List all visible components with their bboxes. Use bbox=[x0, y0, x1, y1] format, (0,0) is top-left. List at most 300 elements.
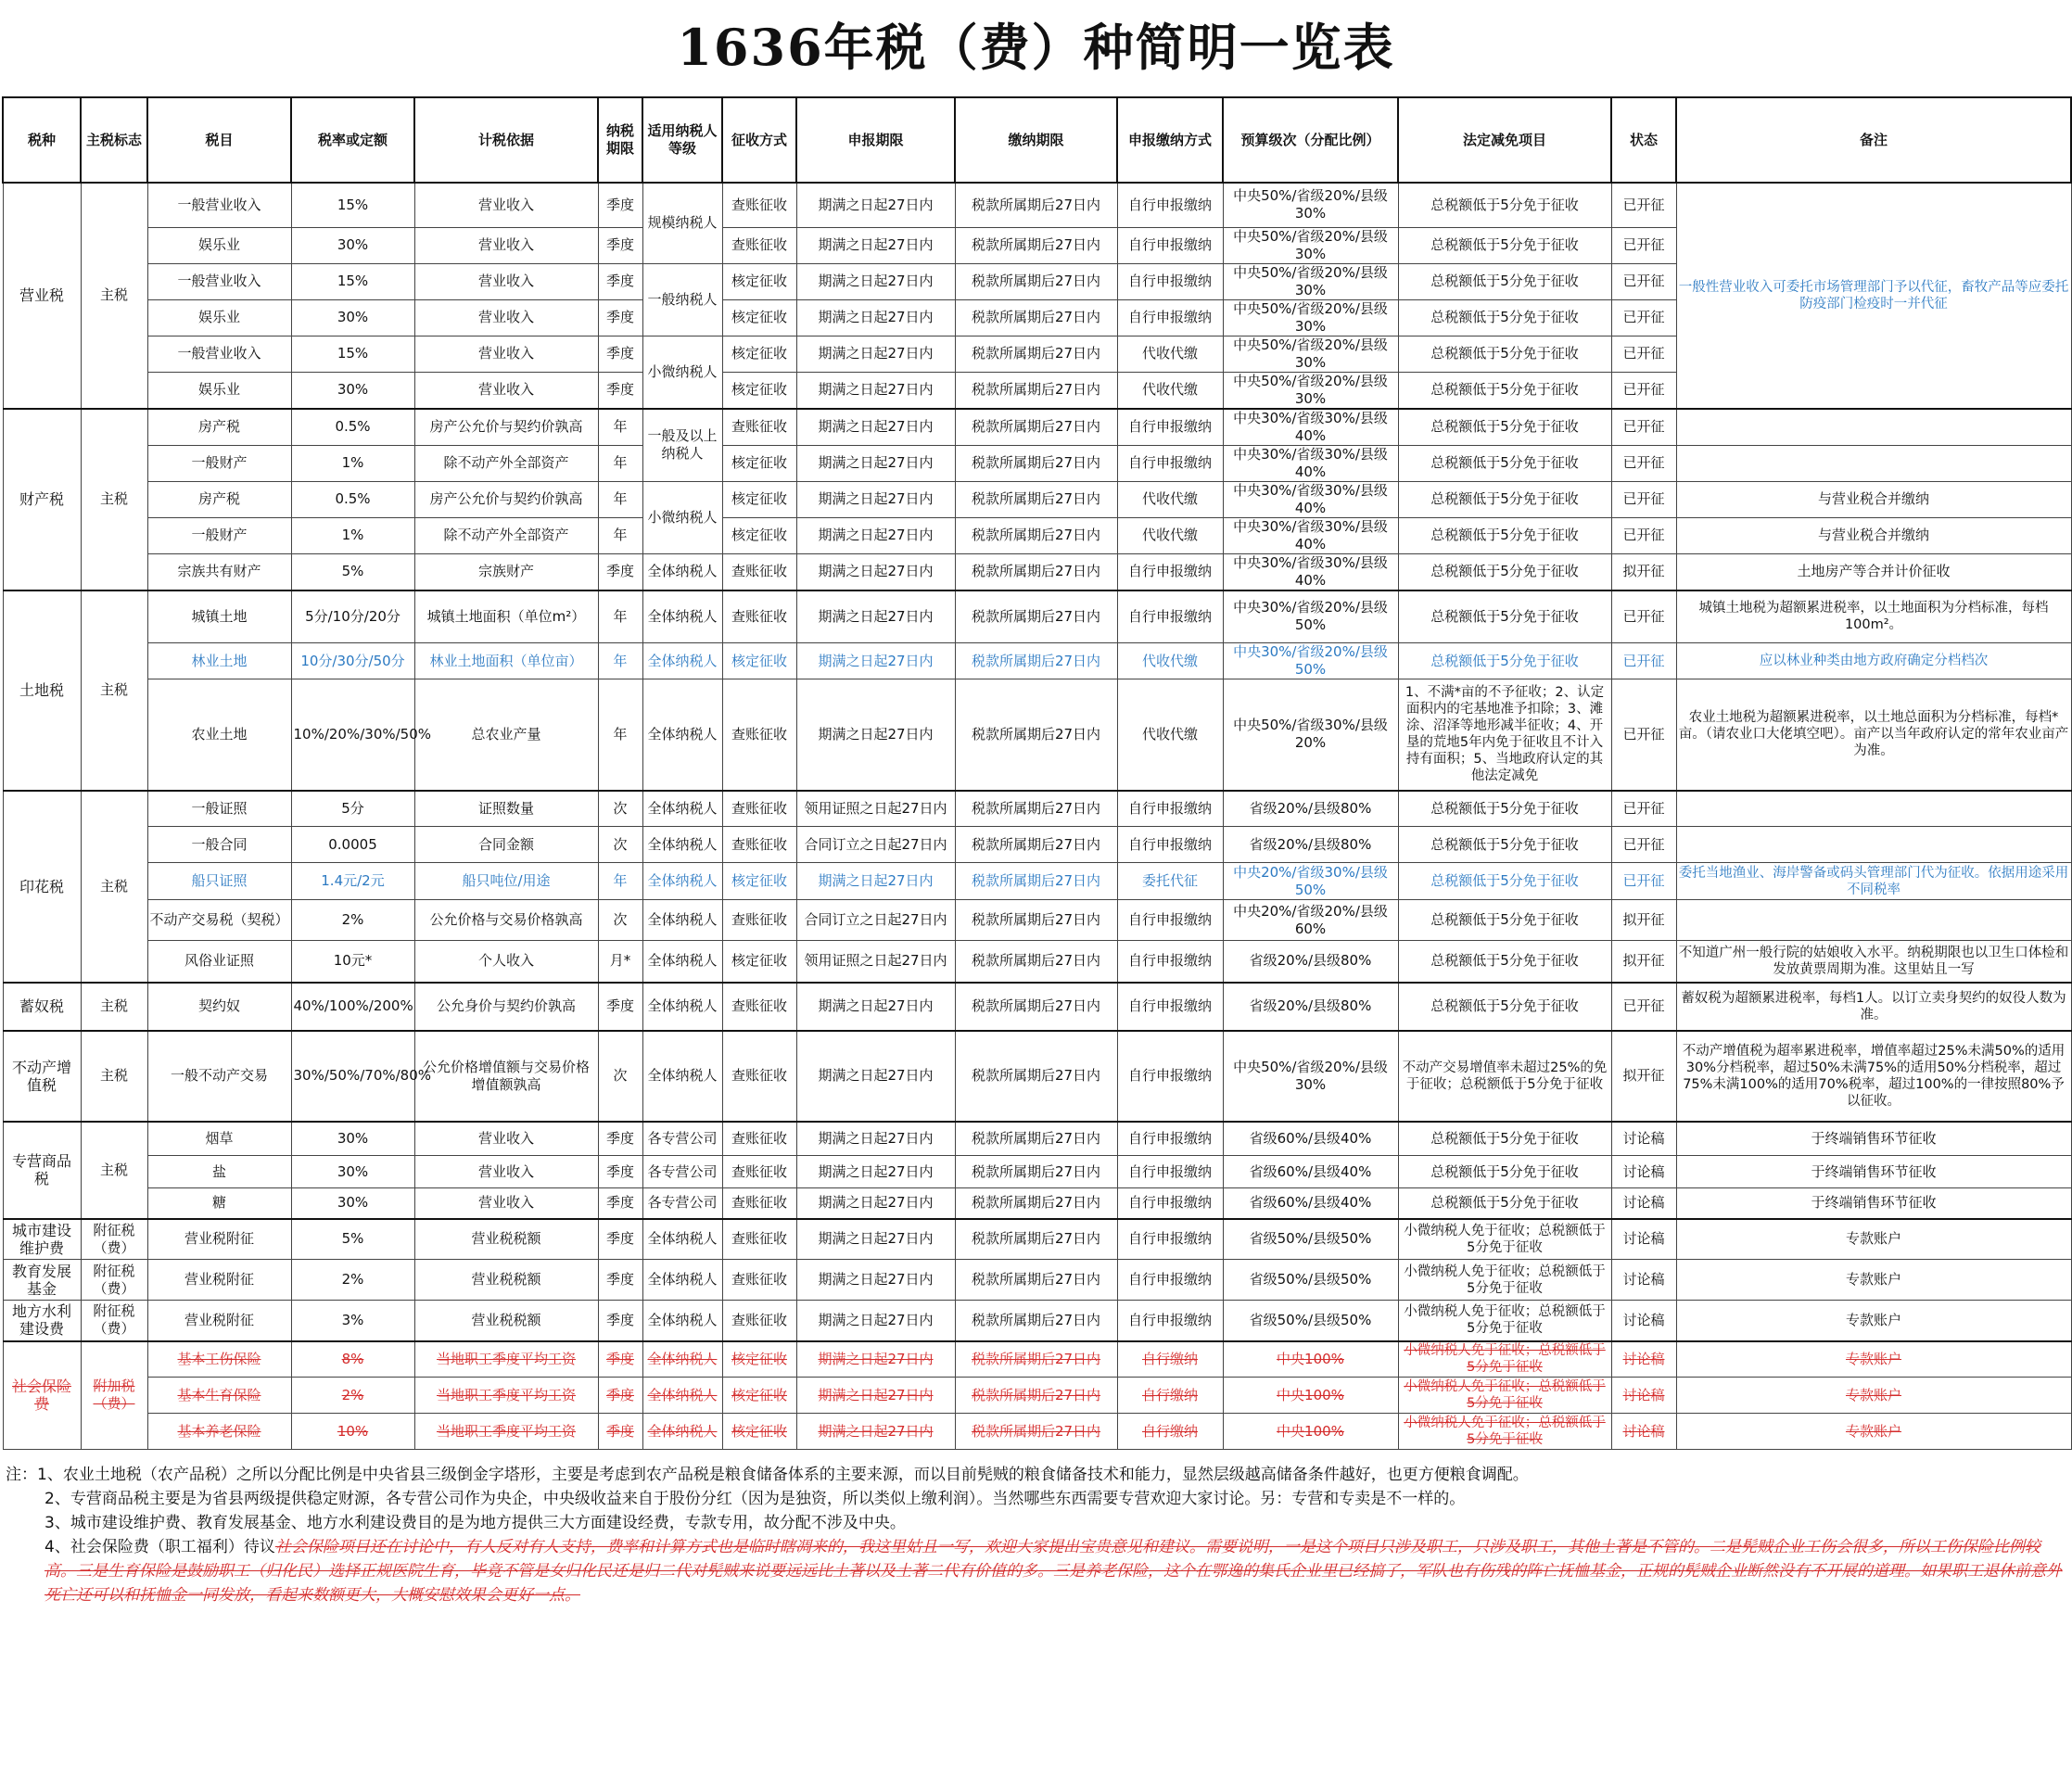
cell: 中央50%/省级20%/县级30% bbox=[1223, 372, 1398, 409]
cell: 中央30%/省级30%/县级40% bbox=[1223, 409, 1398, 446]
remark-cell: 农业土地税为超额累进税率，以土地总面积为分档标准，每档*亩。（请农业口大佬填空吧）。亩产以当年政府认定的常年农业亩产为准。 bbox=[1676, 679, 2071, 791]
cell: 已开征 bbox=[1611, 827, 1676, 863]
cell: 营业税税额 bbox=[414, 1301, 598, 1341]
cell: 省级20%/县级80% bbox=[1223, 941, 1398, 983]
cell: 讨论稿 bbox=[1611, 1341, 1676, 1378]
cell: 核定征收 bbox=[722, 863, 796, 900]
tax-category: 蓄奴税 bbox=[3, 983, 81, 1031]
tax-category: 专营商品税 bbox=[3, 1122, 81, 1219]
header-cell: 计税依据 bbox=[414, 97, 598, 183]
cell: 一般不动产交易 bbox=[147, 1031, 291, 1122]
cell: 总税额低于5分免于征收 bbox=[1398, 791, 1611, 827]
cell: 年 bbox=[598, 679, 642, 791]
header-cell: 适用纳税人等级 bbox=[642, 97, 722, 183]
cell: 讨论稿 bbox=[1611, 1122, 1676, 1156]
cell: 营业收入 bbox=[414, 227, 598, 263]
cell: 2% bbox=[291, 900, 414, 941]
cell: 10元* bbox=[291, 941, 414, 983]
header-cell: 主税标志 bbox=[81, 97, 147, 183]
cell: 期满之日起27日内 bbox=[796, 1122, 955, 1156]
exemption-cell: 1、不满*亩的不予征收；2、认定面积内的宅基地准予扣除；3、滩涂、沼泽等地形减半征收；4、开垦的荒地5年内免于征收且不计入持有面积；5、当地政府认定的其他法定减免 bbox=[1398, 679, 1611, 791]
cell: 全体纳税人 bbox=[642, 941, 722, 983]
cell: 15% bbox=[291, 263, 414, 299]
table-row bbox=[3, 445, 2071, 481]
cell: 中央30%/省级30%/县级40% bbox=[1223, 445, 1398, 481]
cell: 30% bbox=[291, 227, 414, 263]
cell: 合同订立之日起27日内 bbox=[796, 900, 955, 941]
exemption-cell: 小微纳税人免于征收；总税额低于5分免于征收 bbox=[1398, 1341, 1611, 1378]
cell: 自行申报缴纳 bbox=[1117, 263, 1223, 299]
cell: 0.5% bbox=[291, 481, 414, 517]
header-cell: 状态 bbox=[1611, 97, 1676, 183]
cell: 总税额低于5分免于征收 bbox=[1398, 643, 1611, 679]
table-row bbox=[3, 517, 2071, 553]
cell: 期满之日起27日内 bbox=[796, 1156, 955, 1188]
cell: 期满之日起27日内 bbox=[796, 445, 955, 481]
cell: 中央30%/省级30%/县级40% bbox=[1223, 517, 1398, 553]
cell: 合同金额 bbox=[414, 827, 598, 863]
cell: 糖 bbox=[147, 1188, 291, 1219]
cell: 税款所属期后27日内 bbox=[955, 409, 1117, 446]
cell: 总税额低于5分免于征收 bbox=[1398, 1188, 1611, 1219]
cell: 期满之日起27日内 bbox=[796, 1301, 955, 1341]
footnote-4-struck: 社会保险项目还在讨论中，有人反对有人支持，费率和计算方式也是临时瞎凋来的，我这里姑且一写，欢迎大家提出宝贵意见和建议。需要说明，一是这个项目只涉及职工，只涉及职工，其他土著是不管的。二是髡贼企业工伤会很多，所以工伤保险比例较高。三是生育保险是鼓励职工（归化民）选择正规医院生育，毕竟不管是女归化民还是归二代对髡贼来说要远远比土著以及土著二代有价值的多。三是养老保险，这个在鄂逸的集氏企业里已经搞了，军队也有伤残的阵亡抚恤基金，正规的髡贼企业断然没有不开展的道理。如果职工退休前意外死亡还可以和抚恤金一同发放，看起来数额更大，大概安慰效果会更好一点。 bbox=[44, 1538, 2062, 1605]
cell: 农业土地 bbox=[147, 679, 291, 791]
cell: 当地职工季度平均工资 bbox=[414, 1341, 598, 1378]
cell: 期满之日起27日内 bbox=[796, 643, 955, 679]
cell: 核定征收 bbox=[722, 481, 796, 517]
cell: 税款所属期后27日内 bbox=[955, 1260, 1117, 1301]
cell: 已开征 bbox=[1611, 643, 1676, 679]
cell: 税款所属期后27日内 bbox=[955, 791, 1117, 827]
cell: 中央20%/省级30%/县级50% bbox=[1223, 863, 1398, 900]
cell: 合同订立之日起27日内 bbox=[796, 827, 955, 863]
cell: 季度 bbox=[598, 336, 642, 372]
cell: 30% bbox=[291, 372, 414, 409]
cell: 自行申报缴纳 bbox=[1117, 941, 1223, 983]
remark-cell: 应以林业种类由地方政府确定分档档次 bbox=[1676, 643, 2071, 679]
cell: 代收代缴 bbox=[1117, 481, 1223, 517]
cell: 营业收入 bbox=[414, 1156, 598, 1188]
cell: 次 bbox=[598, 827, 642, 863]
group-land-tax bbox=[3, 590, 2071, 791]
cell: 5% bbox=[291, 1219, 414, 1260]
cell: 基本养老保险 bbox=[147, 1414, 291, 1450]
group-monopoly-tax bbox=[3, 1122, 2071, 1219]
cell: 查账征收 bbox=[722, 1219, 796, 1260]
cell: 年 bbox=[598, 445, 642, 481]
table-row bbox=[3, 1031, 2071, 1122]
remark-cell: 专款账户 bbox=[1676, 1219, 2071, 1260]
main-tax-flag: 主税 bbox=[81, 183, 147, 409]
cell: 营业收入 bbox=[414, 1122, 598, 1156]
group-real-estate-vat bbox=[3, 1031, 2071, 1122]
table-row bbox=[3, 1122, 2071, 1156]
cell: 40%/100%/200% bbox=[291, 983, 414, 1031]
cell: 自行缴纳 bbox=[1117, 1414, 1223, 1450]
tax-category: 土地税 bbox=[3, 590, 81, 791]
cell: 营业税附征 bbox=[147, 1219, 291, 1260]
header-cell: 法定减免项目 bbox=[1398, 97, 1611, 183]
header-cell: 预算级次（分配比例） bbox=[1223, 97, 1398, 183]
cell: 税款所属期后27日内 bbox=[955, 263, 1117, 299]
cell: 中央100% bbox=[1223, 1341, 1398, 1378]
cell: 代收代缴 bbox=[1117, 679, 1223, 791]
cell: 各专营公司 bbox=[642, 1122, 722, 1156]
cell: 讨论稿 bbox=[1611, 1378, 1676, 1414]
cell: 总税额低于5分免于征收 bbox=[1398, 409, 1611, 446]
cell: 全体纳税人 bbox=[642, 679, 722, 791]
cell: 查账征收 bbox=[722, 900, 796, 941]
cell: 公允价格与交易价格孰高 bbox=[414, 900, 598, 941]
cell: 拟开征 bbox=[1611, 941, 1676, 983]
cell: 自行申报缴纳 bbox=[1117, 1301, 1223, 1341]
cell: 总税额低于5分免于征收 bbox=[1398, 517, 1611, 553]
cell: 10分/30分/50分 bbox=[291, 643, 414, 679]
remark-cell: 与营业税合并缴纳 bbox=[1676, 481, 2071, 517]
cell: 季度 bbox=[598, 1414, 642, 1450]
cell: 房产税 bbox=[147, 481, 291, 517]
cell: 总税额低于5分免于征收 bbox=[1398, 372, 1611, 409]
cell: 年 bbox=[598, 643, 642, 679]
remark-cell: 不知道广州一般行院的姑娘收入水平。纳税期限也以卫生口体检和发放黄票周期为准。这里姑且一写 bbox=[1676, 941, 2071, 983]
cell: 期满之日起27日内 bbox=[796, 227, 955, 263]
cell: 5% bbox=[291, 553, 414, 590]
cell: 全体纳税人 bbox=[642, 1301, 722, 1341]
cell: 一般营业收入 bbox=[147, 183, 291, 227]
cell: 船只证照 bbox=[147, 863, 291, 900]
cell: 全体纳税人 bbox=[642, 1219, 722, 1260]
cell: 自行申报缴纳 bbox=[1117, 227, 1223, 263]
cell: 中央50%/省级20%/县级30% bbox=[1223, 1031, 1398, 1122]
remark-cell: 专款账户 bbox=[1676, 1341, 2071, 1378]
cell: 全体纳税人 bbox=[642, 863, 722, 900]
tax-category: 不动产增值税 bbox=[3, 1031, 81, 1122]
main-tax-flag: 主税 bbox=[81, 409, 147, 590]
cell: 自行申报缴纳 bbox=[1117, 1260, 1223, 1301]
cell: 风俗业证照 bbox=[147, 941, 291, 983]
cell: 季度 bbox=[598, 1378, 642, 1414]
cell: 房产税 bbox=[147, 409, 291, 446]
cell: 自行申报缴纳 bbox=[1117, 827, 1223, 863]
cell: 期满之日起27日内 bbox=[796, 183, 955, 227]
cell: 查账征收 bbox=[722, 1156, 796, 1188]
cell: 季度 bbox=[598, 372, 642, 409]
cell: 税款所属期后27日内 bbox=[955, 1219, 1117, 1260]
cell: 拟开征 bbox=[1611, 553, 1676, 590]
cell: 季度 bbox=[598, 299, 642, 336]
table-row bbox=[3, 1414, 2071, 1450]
cell: 税款所属期后27日内 bbox=[955, 481, 1117, 517]
cell: 季度 bbox=[598, 983, 642, 1031]
cell: 税款所属期后27日内 bbox=[955, 372, 1117, 409]
footnote-4-lead: 4、社会保险费（职工福利）待议 bbox=[44, 1538, 275, 1556]
cell: 省级20%/县级80% bbox=[1223, 983, 1398, 1031]
group-social-insurance bbox=[3, 1341, 2071, 1450]
header-cell: 申报缴纳方式 bbox=[1117, 97, 1223, 183]
cell: 中央50%/省级20%/县级30% bbox=[1223, 263, 1398, 299]
table-row bbox=[3, 1219, 2071, 1260]
cell: 查账征收 bbox=[722, 827, 796, 863]
cell: 年 bbox=[598, 863, 642, 900]
header-cell: 备注 bbox=[1676, 97, 2071, 183]
page-title: 1636年税（费）种简明一览表 bbox=[677, 18, 1395, 77]
cell: 总税额低于5分免于征收 bbox=[1398, 553, 1611, 590]
cell: 自行申报缴纳 bbox=[1117, 983, 1223, 1031]
table-row bbox=[3, 183, 2071, 227]
cell: 代收代缴 bbox=[1117, 336, 1223, 372]
cell: 查账征收 bbox=[722, 409, 796, 446]
cell: 中央100% bbox=[1223, 1378, 1398, 1414]
cell: 自行缴纳 bbox=[1117, 1341, 1223, 1378]
cell: 宗族共有财产 bbox=[147, 553, 291, 590]
cell: 期满之日起27日内 bbox=[796, 1188, 955, 1219]
cell: 5分 bbox=[291, 791, 414, 827]
table-row bbox=[3, 983, 2071, 1031]
cell: 娱乐业 bbox=[147, 299, 291, 336]
cell: 全体纳税人 bbox=[642, 900, 722, 941]
cell: 期满之日起27日内 bbox=[796, 336, 955, 372]
cell: 期满之日起27日内 bbox=[796, 590, 955, 643]
footnote-2: 2、专营商品税主要是为省县两级提供稳定财源，各专营公司作为央企，中央级收益来自于股份分红（因为是独资，所以类似上缴利润）。当然哪些东西需要专营欢迎大家讨论。另：专营和专卖是不一样的。 bbox=[44, 1490, 1466, 1508]
cell: 年 bbox=[598, 409, 642, 446]
cell: 税款所属期后27日内 bbox=[955, 1156, 1117, 1188]
cell: 总税额低于5分免于征收 bbox=[1398, 227, 1611, 263]
cell: 契约奴 bbox=[147, 983, 291, 1031]
cell: 中央30%/省级30%/县级40% bbox=[1223, 553, 1398, 590]
cell: 30%/50%/70%/80% bbox=[291, 1031, 414, 1122]
cell: 营业税附征 bbox=[147, 1260, 291, 1301]
cell: 林业土地 bbox=[147, 643, 291, 679]
group-surcharge bbox=[3, 1219, 2071, 1341]
tax-category: 社会保险费 bbox=[3, 1341, 81, 1450]
cell: 期满之日起27日内 bbox=[796, 1031, 955, 1122]
cell: 自行申报缴纳 bbox=[1117, 1122, 1223, 1156]
table-row bbox=[3, 900, 2071, 941]
cell: 委托代征 bbox=[1117, 863, 1223, 900]
cell: 公允身价与契约价孰高 bbox=[414, 983, 598, 1031]
group-yingye-tax bbox=[3, 183, 2071, 409]
cell: 30% bbox=[291, 299, 414, 336]
cell: 总税额低于5分免于征收 bbox=[1398, 827, 1611, 863]
cell: 自行申报缴纳 bbox=[1117, 183, 1223, 227]
tax-category: 印花税 bbox=[3, 791, 81, 983]
cell: 省级60%/县级40% bbox=[1223, 1188, 1398, 1219]
cell: 省级50%/县级50% bbox=[1223, 1260, 1398, 1301]
cell: 15% bbox=[291, 336, 414, 372]
cell: 查账征收 bbox=[722, 590, 796, 643]
cell: 一般证照 bbox=[147, 791, 291, 827]
cell: 除不动产外全部资产 bbox=[414, 445, 598, 481]
main-tax-flag: 附征税（费） bbox=[81, 1301, 147, 1341]
cell: 查账征收 bbox=[722, 1188, 796, 1219]
group-stamp-tax bbox=[3, 791, 2071, 983]
cell: 查账征收 bbox=[722, 1122, 796, 1156]
footnote-1: 注：1、农业土地税（农产品税）之所以分配比例是中央省县三级倒金字塔形，主要是考虑到农产品税是粮食储备体系的主要来源，而以目前髡贼的粮食储备技术和能力，显然层级越高储备条件越好，也更方便粮食调配。 bbox=[6, 1466, 1529, 1484]
cell: 讨论稿 bbox=[1611, 1188, 1676, 1219]
cell: 自行申报缴纳 bbox=[1117, 1219, 1223, 1260]
cell: 15% bbox=[291, 183, 414, 227]
table-row bbox=[3, 1378, 2071, 1414]
cell: 拟开征 bbox=[1611, 1031, 1676, 1122]
tax-category: 地方水利建设费 bbox=[3, 1301, 81, 1341]
cell: 中央30%/省级30%/县级40% bbox=[1223, 481, 1398, 517]
cell: 季度 bbox=[598, 1122, 642, 1156]
cell: 1.4元/2元 bbox=[291, 863, 414, 900]
cell: 期满之日起27日内 bbox=[796, 983, 955, 1031]
cell: 自行申报缴纳 bbox=[1117, 445, 1223, 481]
cell: 自行缴纳 bbox=[1117, 1378, 1223, 1414]
cell: 年 bbox=[598, 517, 642, 553]
cell: 基本生育保险 bbox=[147, 1378, 291, 1414]
cell: 一般财产 bbox=[147, 517, 291, 553]
cell: 自行申报缴纳 bbox=[1117, 590, 1223, 643]
cell: 总税额低于5分免于征收 bbox=[1398, 336, 1611, 372]
cell: 核定征收 bbox=[722, 941, 796, 983]
cell: 季度 bbox=[598, 1188, 642, 1219]
cell: 2% bbox=[291, 1378, 414, 1414]
remark-cell: 于终端销售环节征收 bbox=[1676, 1188, 2071, 1219]
cell: 3% bbox=[291, 1301, 414, 1341]
cell: 已开征 bbox=[1611, 299, 1676, 336]
header-cell: 税目 bbox=[147, 97, 291, 183]
cell: 期满之日起27日内 bbox=[796, 1341, 955, 1378]
remark-cell: 土地房产等合并计价征收 bbox=[1676, 553, 2071, 590]
cell: 查账征收 bbox=[722, 679, 796, 791]
tax-category: 财产税 bbox=[3, 409, 81, 590]
cell: 总税额低于5分免于征收 bbox=[1398, 445, 1611, 481]
cell: 中央50%/省级20%/县级30% bbox=[1223, 183, 1398, 227]
cell: 房产公允价与契约价孰高 bbox=[414, 481, 598, 517]
cell: 已开征 bbox=[1611, 445, 1676, 481]
taxpayer-level: 规模纳税人 bbox=[642, 183, 722, 263]
cell: 季度 bbox=[598, 1260, 642, 1301]
remark-cell: 专款账户 bbox=[1676, 1260, 2071, 1301]
remark-cell: 不动产增值税为超率累进税率，增值率超过25%未满50%的适用30%分档税率，超过50%未满75%的适用50%分档税率，超过75%未满100%的适用70%税率，超过100%的一律按照80%予以征收。 bbox=[1676, 1031, 2071, 1122]
cell: 核定征收 bbox=[722, 299, 796, 336]
table-row bbox=[3, 863, 2071, 900]
cell: 税款所属期后27日内 bbox=[955, 900, 1117, 941]
cell: 税款所属期后27日内 bbox=[955, 643, 1117, 679]
cell: 1% bbox=[291, 517, 414, 553]
exemption-cell: 不动产交易增值率未超过25%的免于征收；总税额低于5分免于征收 bbox=[1398, 1031, 1611, 1122]
cell: 核定征收 bbox=[722, 336, 796, 372]
cell: 营业税税额 bbox=[414, 1260, 598, 1301]
remark-cell: 城镇土地税为超额累进税率，以土地面积为分档标准，每档100m²。 bbox=[1676, 590, 2071, 643]
cell: 期满之日起27日内 bbox=[796, 481, 955, 517]
cell: 已开征 bbox=[1611, 679, 1676, 791]
cell: 核定征收 bbox=[722, 372, 796, 409]
cell: 期满之日起27日内 bbox=[796, 1378, 955, 1414]
exemption-cell: 小微纳税人免于征收；总税额低于5分免于征收 bbox=[1398, 1301, 1611, 1341]
cell: 中央30%/省级20%/县级50% bbox=[1223, 643, 1398, 679]
cell: 查账征收 bbox=[722, 1031, 796, 1122]
cell: 一般营业收入 bbox=[147, 263, 291, 299]
cell: 季度 bbox=[598, 183, 642, 227]
table-row bbox=[3, 1260, 2071, 1301]
cell: 期满之日起27日内 bbox=[796, 1414, 955, 1450]
remark-cell: 蓄奴税为超额累进税率，每档1人。以订立卖身契约的奴役人数为准。 bbox=[1676, 983, 2071, 1031]
tax-category: 营业税 bbox=[3, 183, 81, 409]
cell: 季度 bbox=[598, 227, 642, 263]
cell: 省级20%/县级80% bbox=[1223, 827, 1398, 863]
cell: 查账征收 bbox=[722, 791, 796, 827]
cell: 30% bbox=[291, 1122, 414, 1156]
cell: 年 bbox=[598, 590, 642, 643]
cell: 全体纳税人 bbox=[642, 643, 722, 679]
cell: 不动产交易税（契税） bbox=[147, 900, 291, 941]
remark-cell: 委托当地渔业、海岸警备或码头管理部门代为征收。依据用途采用不同税率 bbox=[1676, 863, 2071, 900]
cell: 季度 bbox=[598, 1301, 642, 1341]
cell: 领用证照之日起27日内 bbox=[796, 791, 955, 827]
main-tax-flag: 主税 bbox=[81, 590, 147, 791]
cell: 季度 bbox=[598, 1219, 642, 1260]
cell: 期满之日起27日内 bbox=[796, 299, 955, 336]
cell: 期满之日起27日内 bbox=[796, 553, 955, 590]
cell: 中央30%/省级20%/县级50% bbox=[1223, 590, 1398, 643]
group-slave-tax bbox=[3, 983, 2071, 1031]
cell: 期满之日起27日内 bbox=[796, 863, 955, 900]
header-cell: 纳税期限 bbox=[598, 97, 642, 183]
table-row bbox=[3, 409, 2071, 446]
cell: 基本工伤保险 bbox=[147, 1341, 291, 1378]
cell: 全体纳税人 bbox=[642, 1414, 722, 1450]
cell: 0.0005 bbox=[291, 827, 414, 863]
cell: 年 bbox=[598, 481, 642, 517]
taxpayer-level: 小微纳税人 bbox=[642, 481, 722, 553]
remark-cell bbox=[1676, 827, 2071, 863]
cell: 营业收入 bbox=[414, 263, 598, 299]
cell: 中央20%/省级20%/县级60% bbox=[1223, 900, 1398, 941]
cell: 代收代缴 bbox=[1117, 372, 1223, 409]
cell: 全体纳税人 bbox=[642, 827, 722, 863]
cell: 核定征收 bbox=[722, 1414, 796, 1450]
cell: 查账征收 bbox=[722, 183, 796, 227]
cell: 税款所属期后27日内 bbox=[955, 227, 1117, 263]
cell: 税款所属期后27日内 bbox=[955, 1301, 1117, 1341]
table-row bbox=[3, 679, 2071, 791]
cell: 已开征 bbox=[1611, 263, 1676, 299]
tax-category: 城市建设维护费 bbox=[3, 1219, 81, 1260]
cell: 税款所属期后27日内 bbox=[955, 517, 1117, 553]
cell: 林业土地面积（单位亩） bbox=[414, 643, 598, 679]
cell: 1% bbox=[291, 445, 414, 481]
cell: 娱乐业 bbox=[147, 227, 291, 263]
cell: 税款所属期后27日内 bbox=[955, 1122, 1117, 1156]
cell: 讨论稿 bbox=[1611, 1414, 1676, 1450]
cell: 税款所属期后27日内 bbox=[955, 1341, 1117, 1378]
cell: 查账征收 bbox=[722, 1260, 796, 1301]
cell: 宗族财产 bbox=[414, 553, 598, 590]
cell: 自行申报缴纳 bbox=[1117, 791, 1223, 827]
cell: 一般营业收入 bbox=[147, 336, 291, 372]
cell: 已开征 bbox=[1611, 517, 1676, 553]
cell: 省级50%/县级50% bbox=[1223, 1301, 1398, 1341]
cell: 中央50%/省级20%/县级30% bbox=[1223, 336, 1398, 372]
cell: 总税额低于5分免于征收 bbox=[1398, 263, 1611, 299]
cell: 期满之日起27日内 bbox=[796, 517, 955, 553]
cell: 营业税税额 bbox=[414, 1219, 598, 1260]
cell: 营业收入 bbox=[414, 372, 598, 409]
cell: 季度 bbox=[598, 1156, 642, 1188]
cell: 拟开征 bbox=[1611, 900, 1676, 941]
cell: 已开征 bbox=[1611, 409, 1676, 446]
cell: 税款所属期后27日内 bbox=[955, 1031, 1117, 1122]
cell: 营业收入 bbox=[414, 183, 598, 227]
table-row bbox=[3, 553, 2071, 590]
cell: 自行申报缴纳 bbox=[1117, 409, 1223, 446]
cell: 总税额低于5分免于征收 bbox=[1398, 941, 1611, 983]
